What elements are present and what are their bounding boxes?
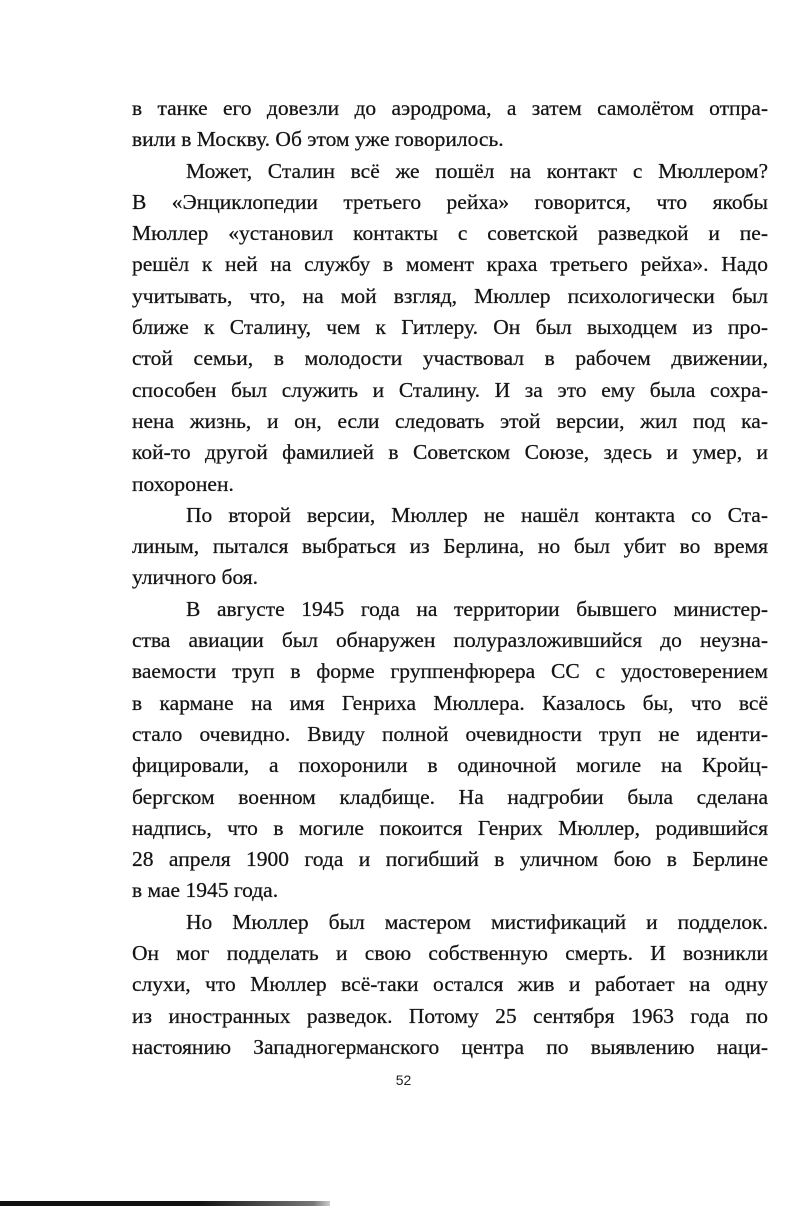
text-line: линым, пытался выбраться из Берлина, но был убит во время — [132, 534, 768, 559]
text-line: решёл к ней на службу в момент краха третьего рейха». Надо — [132, 252, 768, 277]
text-line: фицировали, а похоронили в одиночной могиле на Кройц- — [132, 753, 768, 778]
text-line: стой семьи, в молодости участвовал в рабочем движении, — [132, 346, 768, 371]
text-line: бергском военном кладбище. На надгробии была сделана — [132, 784, 768, 809]
text-line: в танке его довезли до аэродрома, а затем самолётом отпра- — [132, 96, 768, 120]
text-line: Может, Сталин всё же пошёл на контакт с Мюллером? — [186, 158, 768, 183]
text-line: Но Мюллер был мастером мистификаций и подделок. — [186, 909, 768, 934]
text-line: В августе 1945 года на территории бывшего министер- — [186, 596, 768, 621]
text-line: ваемости труп в форме группенфюрера СС с удостоверением — [132, 659, 768, 684]
text-line: стало очевидно. Ввиду полной очевидности труп не иденти- — [132, 721, 768, 746]
text-line: Мюллер «установил контакты с советской разведкой и пе- — [132, 221, 768, 246]
text-line: В «Энциклопедии третьего рейха» говорится, что якобы — [132, 189, 768, 214]
page-number: 52 — [395, 1072, 412, 1088]
text-line: учитывать, что, на мой взгляд, Мюллер психологически был — [132, 283, 768, 308]
text-line: похоронен. — [132, 471, 234, 496]
text-line: в кармане на имя Генриха Мюллера. Казалось бы, что всё — [132, 690, 768, 715]
text-line: кой-то другой фамилией в Советском Союзе, здесь и умер, и — [132, 440, 768, 465]
text-line: ства авиации был обнаружен полуразложившийся до неузна- — [132, 628, 768, 653]
text-line: настоянию Западногерманского центра по выявлению наци- — [132, 1034, 768, 1059]
text-line: 28 апреля 1900 года и погибший в уличном бою в Берлине — [132, 847, 768, 872]
text-line: из иностранных разведок. Потому 25 сентября 1963 года по — [132, 1003, 768, 1028]
text-line: ближе к Сталину, чем к Гитлеру. Он был выходцем из про- — [132, 315, 768, 340]
text-line: нена жизнь, и он, если следовать этой версии, жил под ка- — [132, 408, 768, 433]
page-body-text — [132, 93, 768, 1063]
text-line: в мае 1945 года. — [132, 878, 279, 903]
text-line: Он мог подделать и свою собственную смерть. И возникли — [132, 941, 768, 966]
text-line: надпись, что в могиле покоится Генрих Мюллер, родившийся — [132, 815, 768, 840]
text-line: слухи, что Мюллер всё-таки остался жив и работает на одну — [132, 972, 768, 997]
text-line: По второй версии, Мюллер не нашёл контакта со Ста- — [186, 502, 768, 527]
scan-edge-bar — [0, 1201, 330, 1206]
text-line: уличного боя. — [132, 565, 259, 590]
text-line: вили в Москву. Об этом уже говорилось. — [132, 127, 504, 152]
text-line: способен был служить и Сталину. И за это ему была сохра- — [132, 377, 768, 402]
